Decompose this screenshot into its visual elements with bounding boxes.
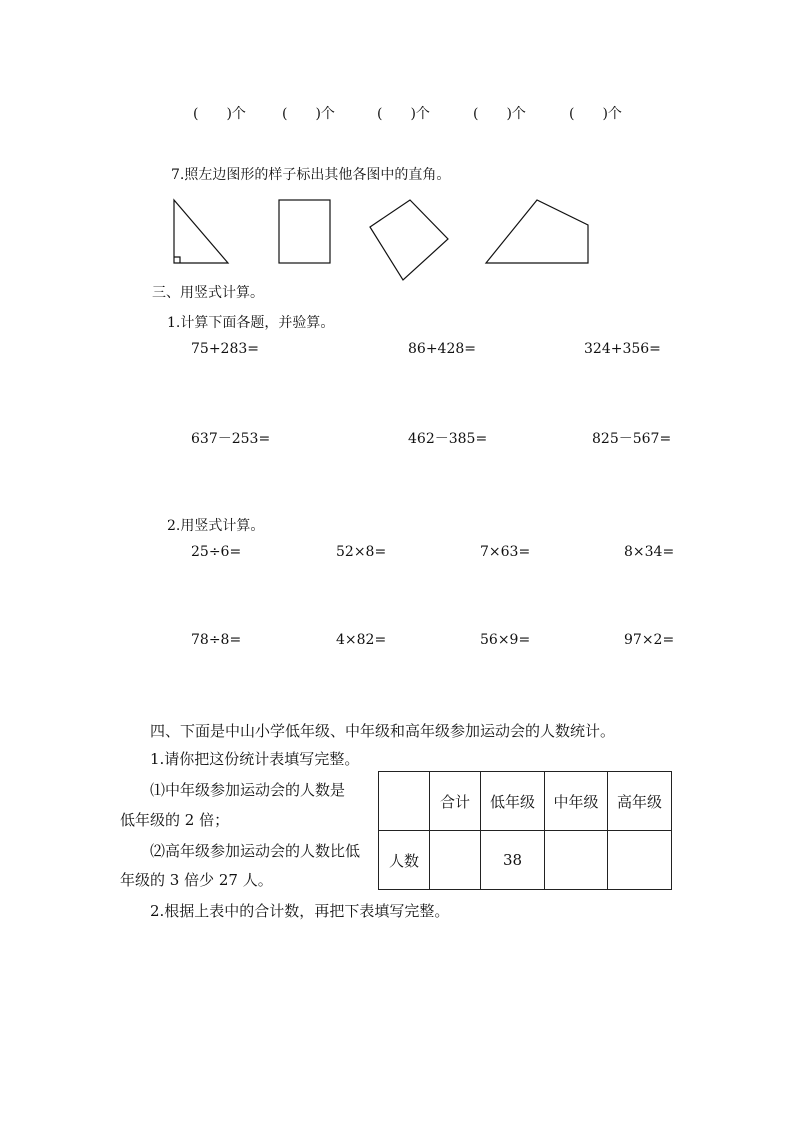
problem-subtraction-2: 462－385= [408, 431, 488, 447]
right-angle-mark [174, 257, 180, 263]
section-4-title: 四、下面是中山小学低年级、中年级和高年级参加运动会的人数统计。 [150, 722, 616, 740]
total-input-cell[interactable] [430, 831, 481, 890]
middle-grade-input-cell[interactable] [545, 831, 608, 890]
problem-addition-2: 86+428= [408, 341, 476, 357]
problem-multiplication-6: 97×2= [624, 632, 675, 648]
problem-multiplication-3: 8×34= [624, 544, 675, 560]
table-header-row [379, 772, 672, 831]
section-3-title: 三、用竖式计算。 [152, 285, 264, 301]
upper-grade-input-cell[interactable] [608, 831, 672, 890]
answer-blank-5[interactable]: ( )个 [569, 106, 622, 122]
section-4-part-2-title: 2.根据上表中的合计数，再把下表填写完整。 [150, 902, 450, 920]
problem-subtraction-1: 637－253= [191, 431, 271, 447]
answer-blank-1[interactable]: ( )个 [193, 106, 246, 122]
rectangle-figure[interactable] [279, 200, 330, 263]
right-triangle-example [174, 200, 228, 263]
table-header-cell [379, 772, 430, 831]
geometry-figures [0, 190, 794, 285]
table-header-cell: 低年级 [481, 772, 545, 831]
problem-subtraction-3: 825－567= [592, 431, 672, 447]
problem-multiplication-1: 52×8= [336, 544, 387, 560]
condition-2-line-2: 年级的 3 倍少 27 人。 [120, 871, 273, 889]
section-3-part-2-title: 2.用竖式计算。 [167, 518, 265, 534]
problem-division-2: 78÷8= [191, 632, 242, 648]
table-header-cell: 中年级 [545, 772, 608, 831]
answer-blank-4[interactable]: ( )个 [473, 106, 526, 122]
lower-grade-cell: 38 [481, 831, 545, 890]
condition-1-line-2: 低年级的 2 倍； [120, 811, 230, 829]
problem-multiplication-2: 7×63= [480, 544, 531, 560]
question-7-text: 7.照左边图形的样子标出其他各图中的直角。 [171, 167, 451, 183]
rotated-square-figure[interactable] [370, 200, 448, 280]
section-4-part-1-title: 1.请你把这份统计表填写完整。 [150, 750, 360, 768]
table-header-cell: 高年级 [608, 772, 672, 831]
problem-multiplication-4: 4×82= [336, 632, 387, 648]
answer-blank-2[interactable]: ( )个 [282, 106, 335, 122]
condition-1-line-1: ⑴中年级参加运动会的人数是 [150, 781, 346, 799]
trapezoid-figure[interactable] [486, 200, 588, 263]
problem-division-1: 25÷6= [191, 544, 242, 560]
problem-multiplication-5: 56×9= [480, 632, 531, 648]
table-row-label: 人数 [379, 831, 430, 890]
table-row [379, 831, 672, 890]
table-header-cell: 合计 [430, 772, 481, 831]
problem-addition-1: 75+283= [191, 341, 259, 357]
statistics-table [378, 771, 672, 890]
problem-addition-3: 324+356= [584, 341, 661, 357]
condition-2-line-1: ⑵高年级参加运动会的人数比低 [150, 842, 361, 860]
section-3-part-1-title: 1.计算下面各题，并验算。 [167, 315, 335, 331]
answer-blank-3[interactable]: ( )个 [377, 106, 430, 122]
